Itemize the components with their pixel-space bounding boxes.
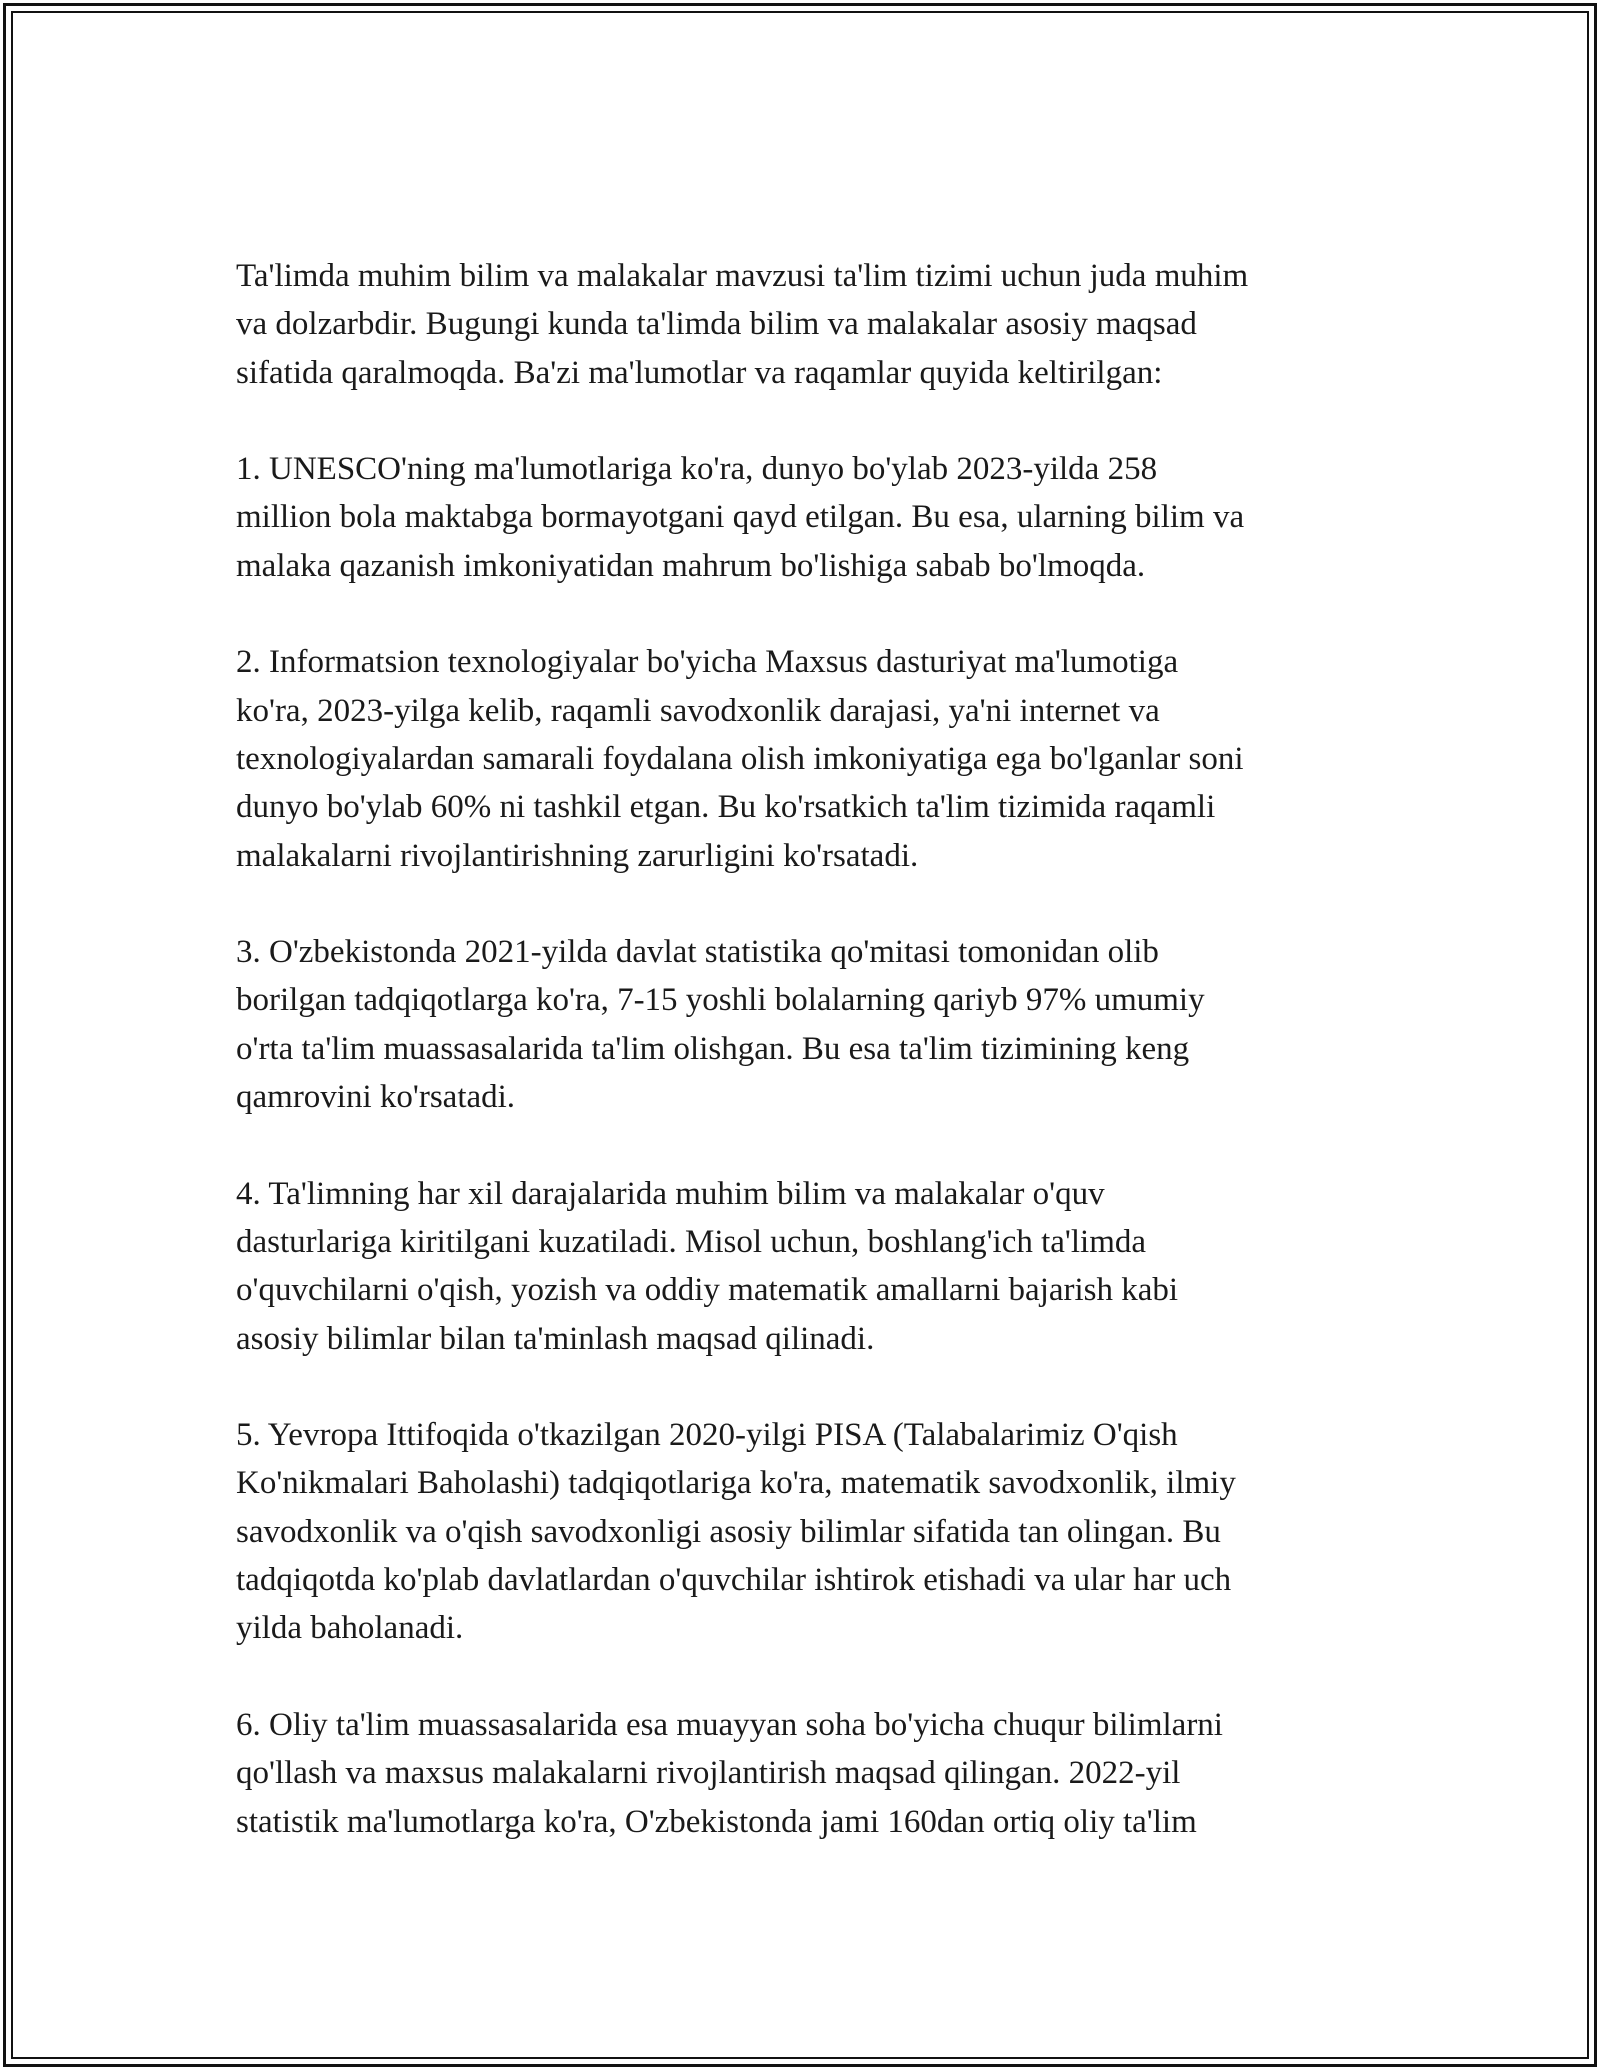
list-item-5: [236, 1411, 1376, 1652]
list-item-6: [236, 1701, 1376, 1846]
text-line: ko'ra, 2023-yilga kelib, raqamli savodxonlik darajasi, ya'ni internet va: [236, 692, 1160, 729]
text-line: million bola maktabga bormayotgani qayd etilgan. Bu esa, ularning bilim va: [236, 499, 1245, 536]
text-line: 3. O'zbekistonda 2021-yilda davlat statistika qo'mitasi tomonidan olib: [236, 934, 1159, 971]
text-line: 2. Informatsion texnologiyalar bo'yicha Maxsus dasturiyat ma'lumotiga: [236, 644, 1179, 681]
text-line: texnologiyalardan samarali foydalana olish imkoniyatiga ega bo'lganlar soni: [236, 740, 1244, 777]
text-line: tadqiqotda ko'plab davlatlardan o'quvchilar ishtirok etishadi va ular har uch: [236, 1562, 1232, 1599]
text-line: malakalarni rivojlantirishning zarurligini ko'rsatadi.: [236, 837, 919, 874]
list-item-4: [236, 1170, 1376, 1363]
intro-paragraph: [236, 252, 1376, 397]
list-item-1: [236, 445, 1376, 590]
list-item-3: [236, 928, 1376, 1121]
text-line: va dolzarbdir. Bugungi kunda ta'limda bilim va malakalar asosiy maqsad: [236, 306, 1197, 343]
text-line: Ko'nikmalari Baholashi) tadqiqotlariga ko'ra, matematik savodxonlik, ilmiy: [236, 1465, 1236, 1502]
text-line: o'rta ta'lim muassasalarida ta'lim olishgan. Bu esa ta'lim tizimining keng: [236, 1030, 1190, 1067]
text-line: yilda baholanadi.: [236, 1610, 464, 1647]
text-line: malaka qazanish imkoniyatidan mahrum bo'lishiga sabab bo'lmoqda.: [236, 547, 1146, 584]
text-line: o'quvchilarni o'qish, yozish va oddiy matematik amallarni bajarish kabi: [236, 1272, 1179, 1309]
text-line: sifatida qaralmoqda. Ba'zi ma'lumotlar va raqamlar quyida keltirilgan:: [236, 354, 1163, 391]
text-line: dunyo bo'ylab 60% ni tashkil etgan. Bu ko'rsatkich ta'lim tizimida raqamli: [236, 789, 1216, 826]
text-line: qamrovini ko'rsatadi.: [236, 1079, 516, 1116]
text-line: savodxonlik va o'qish savodxonligi asosiy bilimlar sifatida tan olingan. Bu: [236, 1513, 1221, 1550]
text-line: 6. Oliy ta'lim muassasalarida esa muayyan soha bo'yicha chuqur bilimlarni: [236, 1706, 1223, 1743]
text-line: qo'llash va maxsus malakalarni rivojlantirish maqsad qilingan. 2022-yil: [236, 1755, 1181, 1792]
text-line: dasturlariga kiritilgani kuzatiladi. Misol uchun, boshlang'ich ta'limda: [236, 1223, 1147, 1260]
text-line: borilgan tadqiqotlarga ko'ra, 7-15 yoshli bolalarning qariyb 97% umumiy: [236, 982, 1205, 1019]
text-line: 5. Yevropa Ittifoqida o'tkazilgan 2020-yilgi PISA (Talabalarimiz O'qish: [236, 1417, 1178, 1454]
text-line: Ta'limda muhim bilim va malakalar mavzusi ta'lim tizimi uchun juda muhim: [236, 258, 1249, 294]
document-body: [236, 252, 1376, 1846]
text-line: asosiy bilimlar bilan ta'minlash maqsad qilinadi.: [236, 1320, 875, 1357]
text-line: 1. UNESCO'ning ma'lumotlariga ko'ra, dunyo bo'ylab 2023-yilda 258: [236, 451, 1158, 488]
text-line: statistik ma'lumotlarga ko'ra, O'zbekistonda jami 160dan ortiq oliy ta'lim: [236, 1803, 1197, 1840]
list-item-2: [236, 638, 1376, 879]
text-line: 4. Ta'limning har xil darajalarida muhim bilim va malakalar o'quv: [236, 1175, 1105, 1212]
